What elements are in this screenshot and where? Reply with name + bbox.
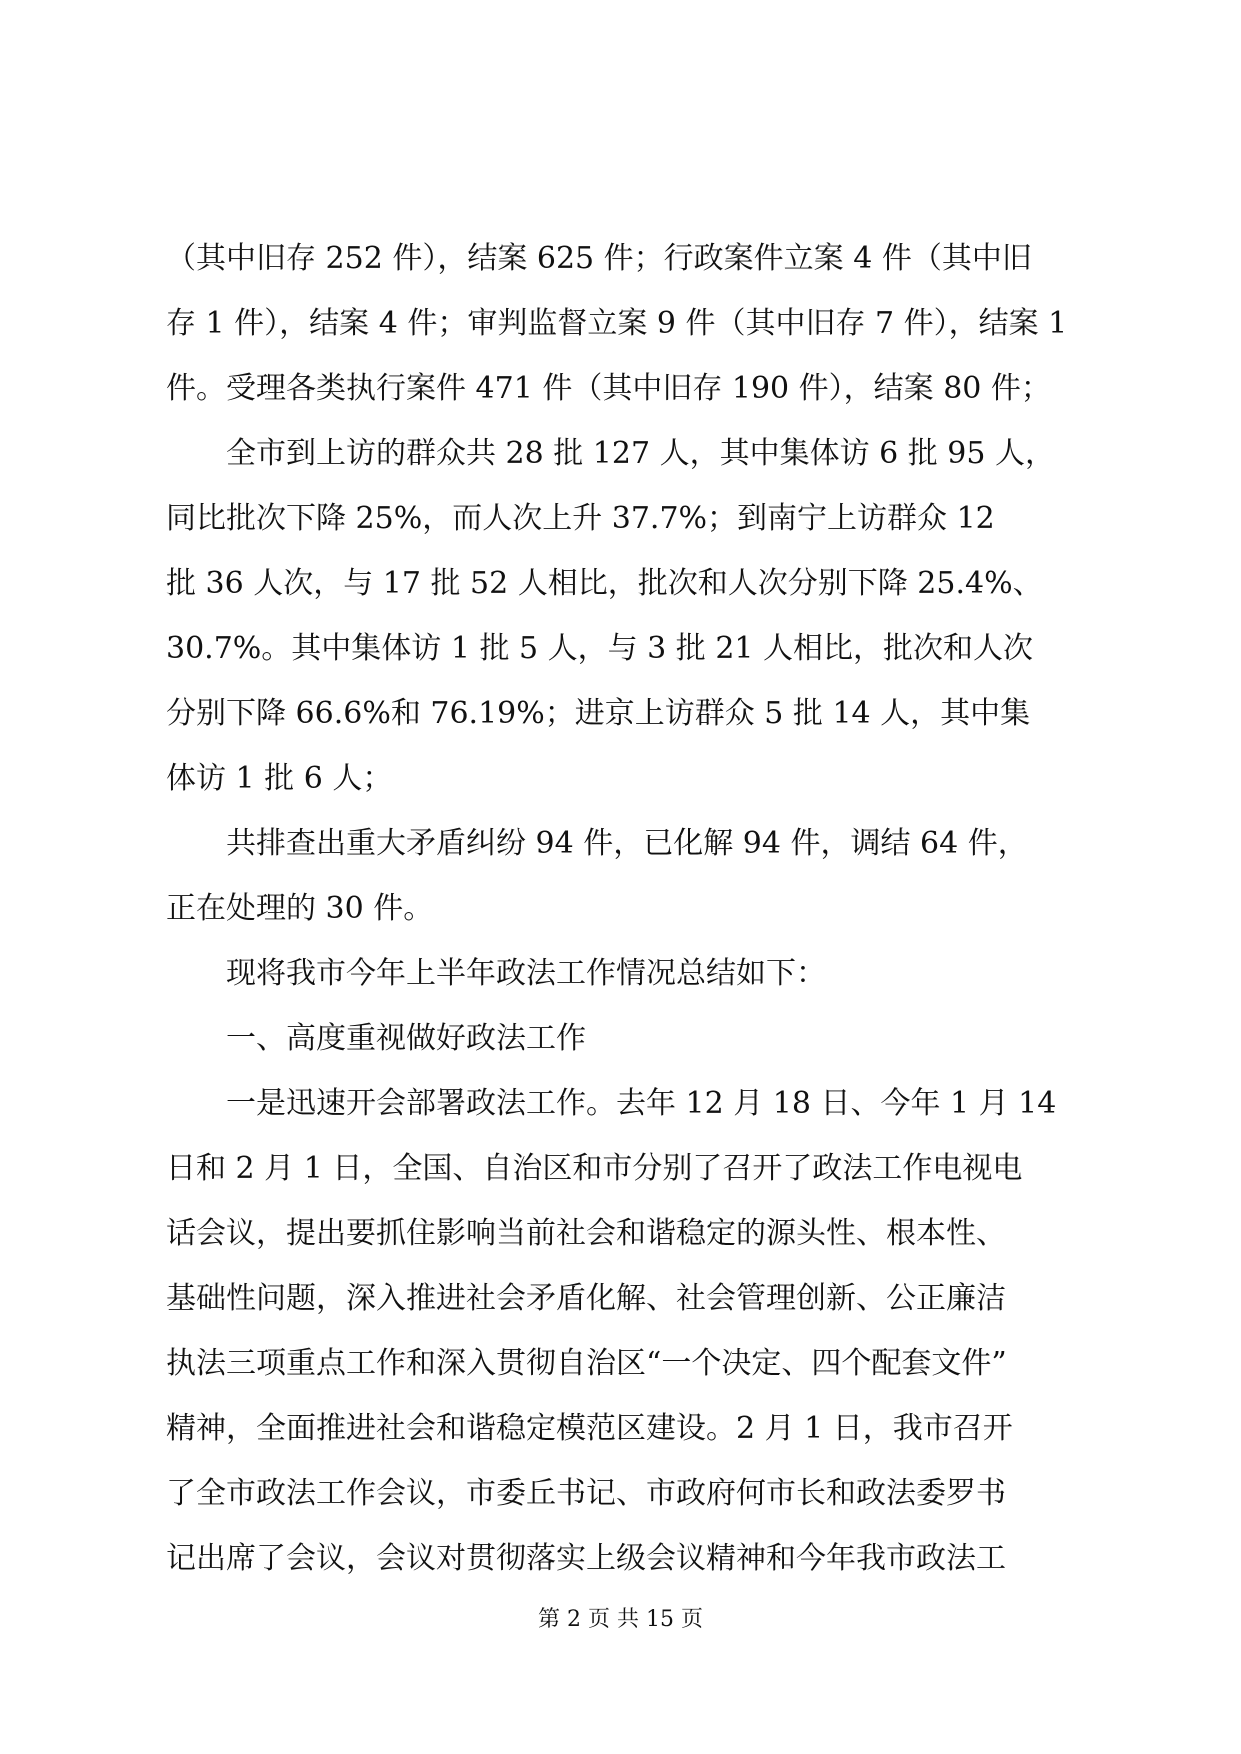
text-line: 日和 2 月 1 日，全国、自治区和市分别了召开了政法工作电视电 <box>166 1151 1023 1186</box>
section-heading: 一、高度重视做好政法工作 <box>166 1021 586 1056</box>
text-line: 存 1 件），结案 4 件；审判监督立案 9 件（其中旧存 7 件），结案 1 <box>166 306 1068 341</box>
text-line: 记出席了会议，会议对贯彻落实上级会议精神和今年我市政法工 <box>166 1541 1006 1576</box>
text-line: 一是迅速开会部署政法工作。去年 12 月 18 日、今年 1 月 14 <box>166 1086 1057 1121</box>
text-line: 体访 1 批 6 人； <box>166 761 393 796</box>
text-line: 基础性问题，深入推进社会矛盾化解、社会管理创新、公正廉洁 <box>166 1281 1006 1316</box>
text-line: 分别下降 66.6%和 76.19%；进京上访群众 5 批 14 人，其中集 <box>166 696 1031 731</box>
text-line: 精神，全面推进社会和谐稳定模范区建设。2 月 1 日，我市召开 <box>166 1411 1013 1446</box>
text-line: 了全市政法工作会议，市委丘书记、市政府何市长和政法委罗书 <box>166 1476 1006 1511</box>
text-line: 话会议，提出要抓住影响当前社会和谐稳定的源头性、根本性、 <box>166 1216 1006 1251</box>
text-line: 正在处理的 30 件。 <box>166 891 434 926</box>
text-line: 现将我市今年上半年政法工作情况总结如下： <box>166 956 826 991</box>
text-line: 件。受理各类执行案件 471 件（其中旧存 190 件），结案 80 件； <box>166 371 1051 406</box>
text-line: 执法三项重点工作和深入贯彻自治区“一个决定、四个配套文件” <box>166 1346 1007 1381</box>
page-number-footer: 第 2 页 共 15 页 <box>538 1607 703 1632</box>
text-line: 共排查出重大矛盾纠纷 94 件，已化解 94 件，调结 64 件， <box>166 826 1028 861</box>
text-line: 30.7%。其中集体访 1 批 5 人，与 3 批 21 人相比，批次和人次 <box>166 631 1034 666</box>
text-line: （其中旧存 252 件），结案 625 件；行政案件立案 4 件（其中旧 <box>166 241 1032 276</box>
text-line: 全市到上访的群众共 28 批 127 人，其中集体访 6 批 95 人， <box>166 436 1055 471</box>
text-line: 同比批次下降 25%，而人次上升 37.7%；到南宁上访群众 12 <box>166 501 995 536</box>
document-body <box>166 226 1090 1591</box>
text-line: 批 36 人次，与 17 批 52 人相比，批次和人次分别下降 25.4%、 <box>166 566 1043 601</box>
